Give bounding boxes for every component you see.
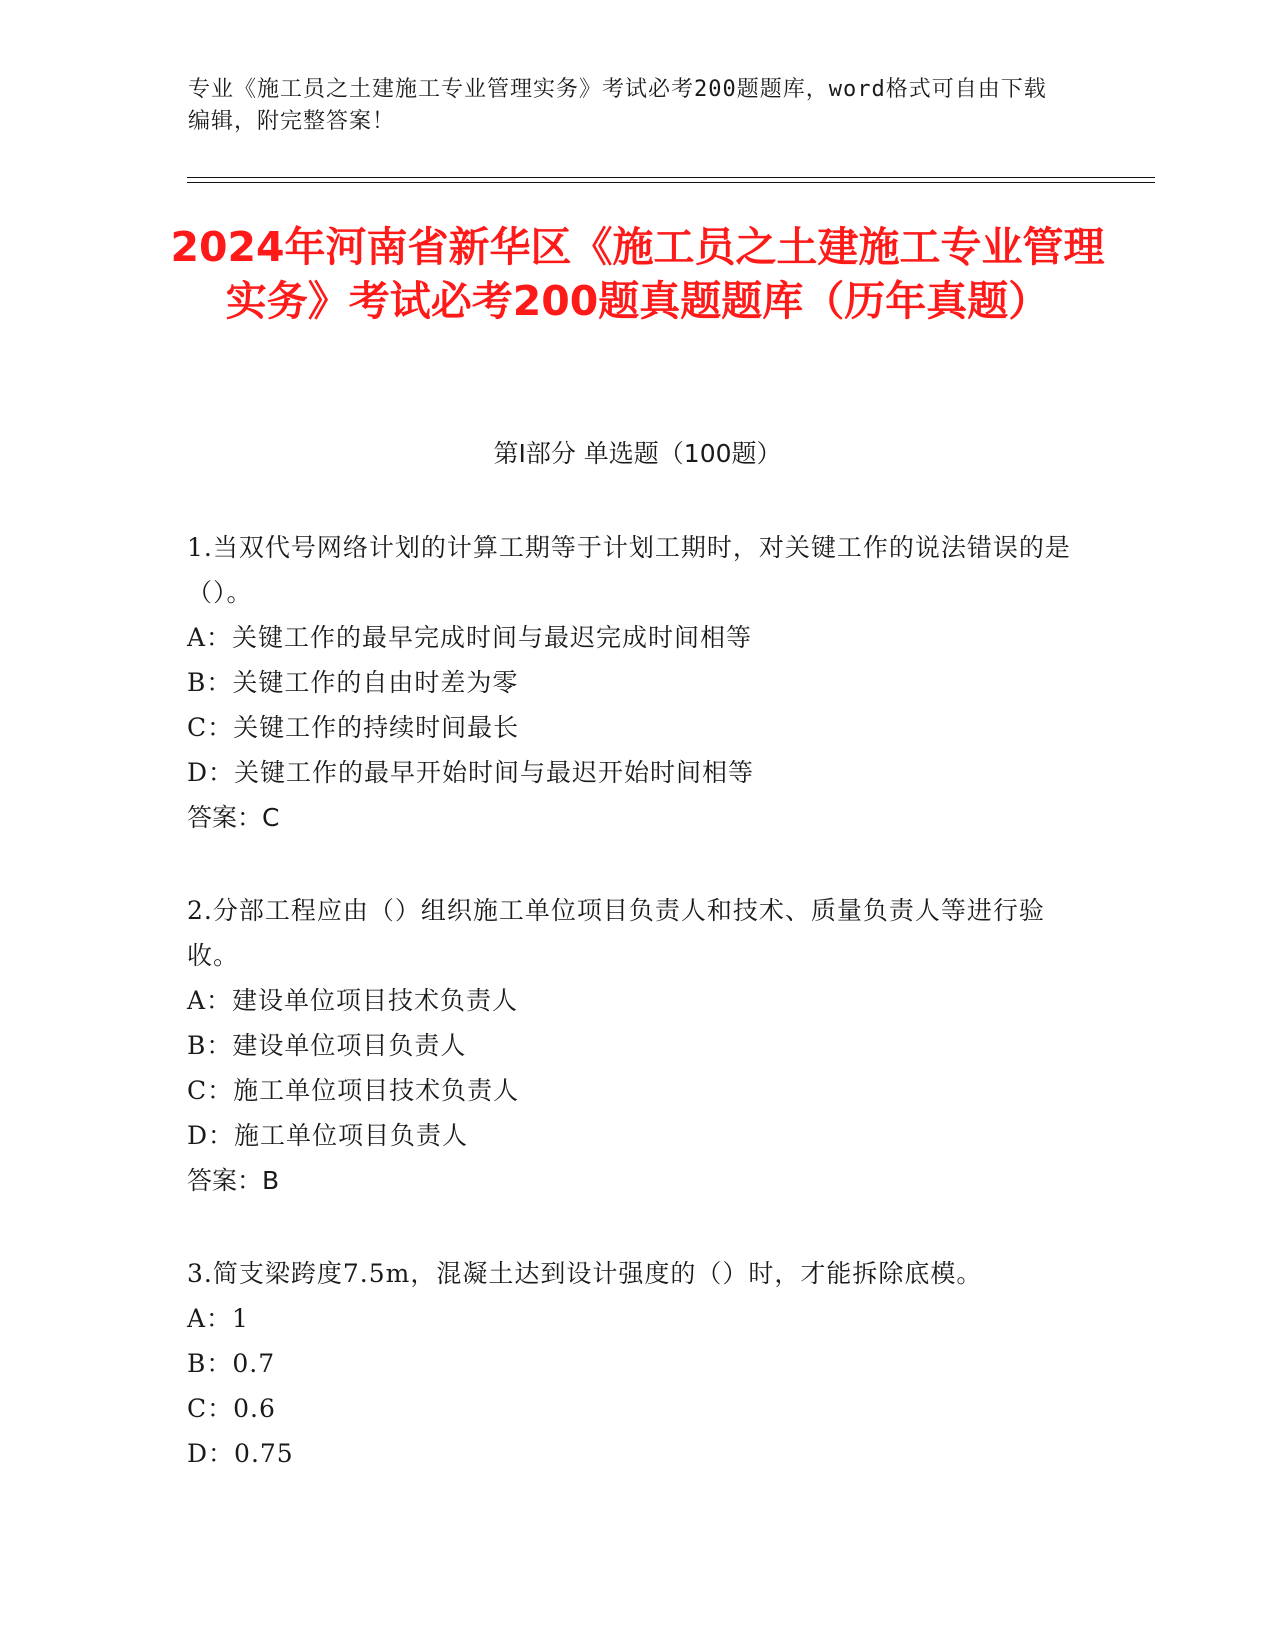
header-note: 专业《施工员之土建施工专业管理实务》考试必考200题题库，word格式可自由下载编辑，附完整答案！ bbox=[188, 77, 1047, 134]
header-rule-bottom bbox=[187, 182, 1155, 183]
option-b: B：0.7 bbox=[187, 1349, 276, 1378]
option-d: D：0.75 bbox=[187, 1439, 294, 1468]
option-a: A：1 bbox=[187, 1304, 249, 1333]
question-3 bbox=[187, 1251, 1077, 1476]
answer: 答案：C bbox=[187, 803, 280, 832]
option-a: A：建设单位项目技术负责人 bbox=[187, 986, 519, 1015]
question-stem: 2.分部工程应由（）组织施工单位项目负责人和技术、质量负责人等进行验收。 bbox=[187, 896, 1045, 970]
option-c: C：施工单位项目技术负责人 bbox=[187, 1076, 520, 1105]
section-title: 第I部分 单选题（100题） bbox=[493, 439, 782, 468]
option-c: C：0.6 bbox=[187, 1394, 276, 1423]
answer: 答案：B bbox=[187, 1166, 280, 1195]
question-stem: 1.当双代号网络计划的计算工期等于计划工期时，对关键工作的说法错误的是（）。 bbox=[187, 533, 1071, 607]
question-1 bbox=[187, 525, 1077, 840]
option-d: D：关键工作的最早开始时间与最迟开始时间相等 bbox=[187, 758, 755, 787]
option-a: A：关键工作的最早完成时间与最迟完成时间相等 bbox=[187, 623, 753, 652]
document-title: 2024年河南省新华区《施工员之土建施工专业管理实务》考试必考200题真题题库（历年真题） bbox=[170, 223, 1105, 325]
option-b: B：关键工作的自由时差为零 bbox=[187, 668, 519, 697]
option-d: D：施工单位项目负责人 bbox=[187, 1121, 469, 1150]
option-b: B：建设单位项目负责人 bbox=[187, 1031, 467, 1060]
header-rule-top bbox=[187, 177, 1155, 178]
option-c: C：关键工作的持续时间最长 bbox=[187, 713, 520, 742]
question-stem: 3.简支梁跨度7.5m，混凝土达到设计强度的（）时，才能拆除底模。 bbox=[187, 1259, 983, 1288]
question-2 bbox=[187, 888, 1077, 1203]
